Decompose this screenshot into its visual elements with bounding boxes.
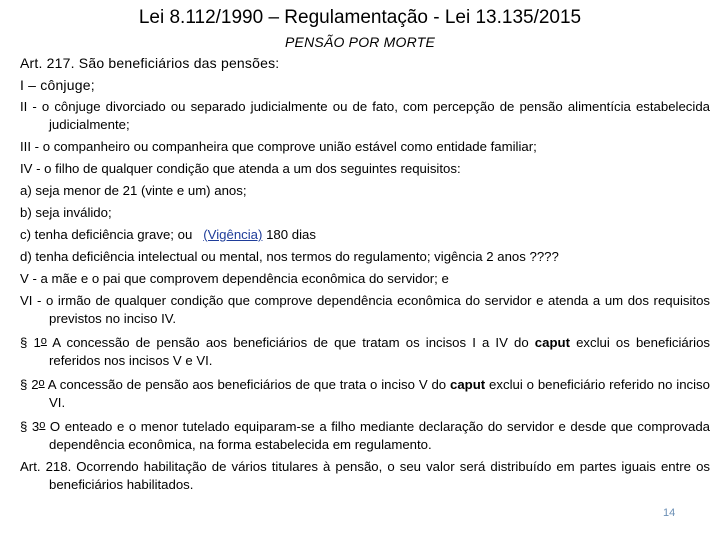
paragrafo-1-ordinal: o — [40, 335, 47, 347]
paragrafo-3 — [20, 416, 710, 454]
paragrafo-1-pre: A concessão de pensão aos beneficiários de que tratam os incisos I a IV do — [46, 335, 535, 350]
page-number: 14 — [663, 507, 676, 519]
inciso-vi: VI - o irmão de qualquer condição que comprove dependência econômica do servidor e atenda a um dos requisitos previstos no inciso IV. — [20, 293, 710, 326]
inciso-iii: III - o companheiro ou companheira que comprove união estável como entidade familiar; — [20, 139, 537, 154]
art-218: Art. 218. Ocorrendo habilitação de vários titulares à pensão, o seu valor será distribuído em partes iguais entre os beneficiários habilitados. — [20, 459, 710, 492]
vigencia-link[interactable]: (Vigência) — [203, 227, 263, 242]
paragrafo-2 — [20, 374, 710, 412]
alinea-c-text: c) tenha deficiência grave; ou — [20, 227, 204, 242]
page-title: Lei 8.112/1990 – Regulamentação - Lei 13.135/2015 — [138, 7, 582, 28]
paragrafo-1 — [20, 332, 710, 370]
paragrafo-1-post: exclui os beneficiários referidos nos incisos V e VI. — [49, 335, 710, 368]
alinea-c — [20, 226, 710, 244]
paragrafo-2-ordinal: o — [38, 377, 45, 389]
paragrafo-2-mark: § 2 — [20, 377, 39, 392]
paragrafo-2-post: exclui o beneficiário referido no inciso VI. — [49, 377, 710, 410]
inciso-v: V - a mãe e o pai que comprovem dependência econômica do servidor; e — [20, 271, 449, 286]
inciso-i: I – cônjuge; — [20, 77, 95, 93]
document-body — [20, 54, 710, 498]
paragrafo-1-mark: § 1 — [20, 335, 41, 350]
paragrafo-2-caput: caput — [450, 377, 486, 392]
paragrafo-2-pre: A concessão de pensão aos beneficiários de que trata o inciso V do — [44, 377, 451, 392]
paragrafo-3-text: O enteado e o menor tutelado equiparam-se a filho mediante declaração do servidor e desde que comprovada dependência econômica, na forma estabelecida em regulamento. — [45, 419, 710, 452]
page-subtitle: PENSÃO POR MORTE — [285, 34, 435, 50]
paragrafo-3-ordinal: o — [39, 419, 46, 431]
alinea-d: d) tenha deficiência intelectual ou mental, nos termos do regulamento; vigência 2 anos ???? — [20, 249, 559, 264]
paragrafo-1-caput: caput — [534, 335, 570, 350]
inciso-iv: IV - o filho de qualquer condição que atenda a um dos seguintes requisitos: — [20, 161, 461, 176]
inciso-ii: II - o cônjuge divorciado ou separado judicialmente ou de fato, com percepção de pensão alimentícia estabelecida judicialmente; — [20, 99, 710, 132]
paragrafo-3-mark: § 3 — [20, 419, 40, 434]
art-217: Art. 217. São beneficiários das pensões: — [20, 55, 280, 71]
alinea-a: a) seja menor de 21 (vinte e um) anos; — [20, 183, 247, 198]
alinea-b: b) seja inválido; — [20, 205, 112, 220]
alinea-c-tail: 180 dias — [262, 227, 316, 242]
